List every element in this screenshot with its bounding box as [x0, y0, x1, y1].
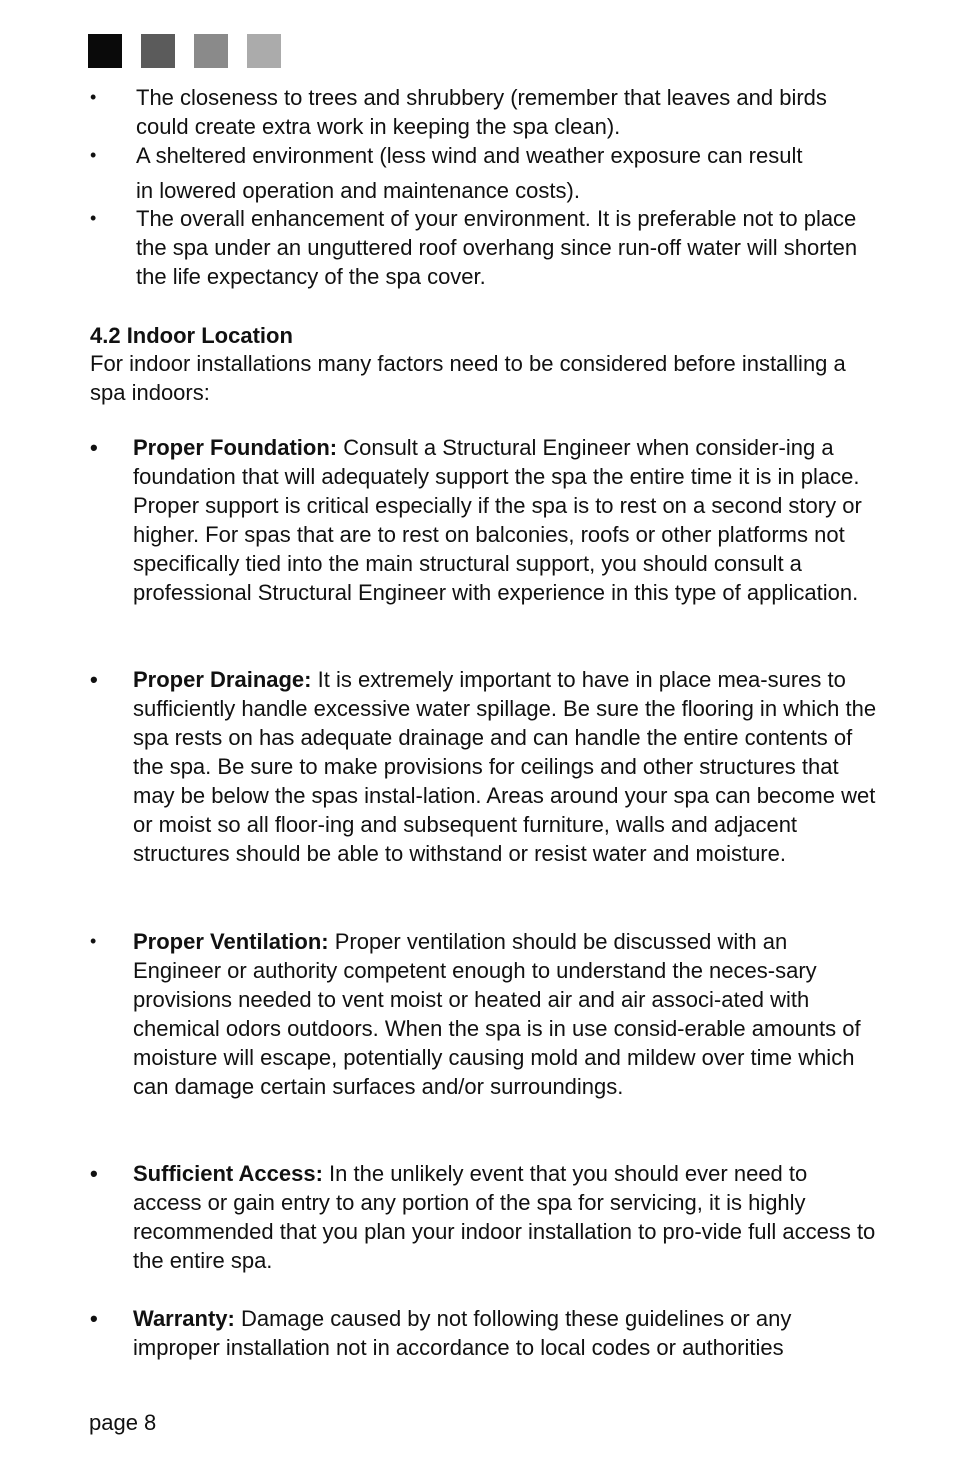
list-item-text [133, 1159, 880, 1275]
item-body: Damage caused by not following these guidelines or any improper installation not in accordance to local codes or authorities [133, 1306, 792, 1360]
bullet-icon: • [90, 1306, 98, 1331]
item-label: Sufficient Access: [133, 1161, 323, 1186]
item-label: Proper Drainage: [133, 667, 312, 692]
bullet-icon: • [90, 931, 97, 951]
list-item [90, 433, 880, 607]
list-item-text [136, 141, 880, 205]
item-body: In the unlikely event that you should ever need to access or gain entry to any portion of the spa for servicing, it is highly recommended that you plan your indoor installation to pro-vide full access to the entire spa. [133, 1161, 876, 1273]
list-item [90, 204, 880, 291]
list-item [90, 1159, 880, 1275]
list-item-text [133, 433, 880, 607]
item-body: It is extremely important to have in place mea-sures to sufficiently handle excessive water spillage. Be sure the flooring in which the spa rests on has adequate drainage and can handle the entire contents of the spa. Be sure to make provisions for ceilings and other structures that may be below the spas instal-lation. Areas around your spa can become wet or moist so all floor-ing and subsequent furniture, walls and adjacent structures should be able to withstand or resist water and moisture. [133, 667, 877, 866]
bullet-icon: • [90, 145, 97, 165]
bullet-icon: • [90, 208, 97, 228]
decorative-square-gray [194, 34, 228, 68]
list-item [90, 1304, 880, 1362]
bullet-icon: • [90, 87, 97, 107]
list-item [90, 141, 880, 205]
bullet-icon: • [90, 667, 98, 692]
page-number: page 8 [89, 1410, 157, 1435]
list-item [90, 665, 880, 868]
bullet-icon: • [90, 1161, 98, 1186]
list-item-line: A sheltered environment (less wind and weather exposure can result [136, 143, 803, 168]
bullet-icon: • [90, 435, 98, 460]
list-item-text [133, 927, 880, 1101]
list-item-text: The overall enhancement of your environment. It is preferable not to place the spa under an unguttered roof overhang since run-off water will shorten the life expectancy of the spa cover. [136, 206, 858, 289]
list-item-text [133, 1304, 880, 1362]
item-body: Proper ventilation should be discussed with an Engineer or authority competent enough to understand the neces-sary provisions needed to vent moist or heated air and air associ-ated with chemical odors outdoors. When the spa is in use consid-erable amounts of moisture will escape, potentially causing mold and mildew over time which can damage certain surfaces and/or surroundings. [133, 929, 861, 1099]
decorative-square-dark-gray [141, 34, 175, 68]
item-label: Proper Ventilation: [133, 929, 329, 954]
decorative-square-black [88, 34, 122, 68]
list-item-text: The closeness to trees and shrubbery (remember that leaves and birds could create extra work in keeping the spa clean). [136, 85, 827, 139]
item-body: Consult a Structural Engineer when consider-ing a foundation that will adequately support the spa the entire time it is in place. Proper support is critical especially if the spa is to rest on a second story or higher. For spas that are to rest on balconies, roofs or other platforms not specifically tied into the main structural support, you should consult a professional Structural Engineer with experience in this type of application. [133, 435, 862, 605]
item-label: Proper Foundation: [133, 435, 338, 460]
item-label: Warranty: [133, 1306, 235, 1331]
section-intro: For indoor installations many factors need to be considered before installing a spa indoors: [90, 351, 846, 405]
list-item-text [133, 665, 880, 868]
list-item [90, 83, 880, 141]
section-heading: 4.2 Indoor Location [90, 323, 293, 348]
list-item-line: in lowered operation and maintenance costs). [136, 178, 580, 203]
decorative-square-light-gray [247, 34, 281, 68]
list-item [90, 927, 880, 1101]
